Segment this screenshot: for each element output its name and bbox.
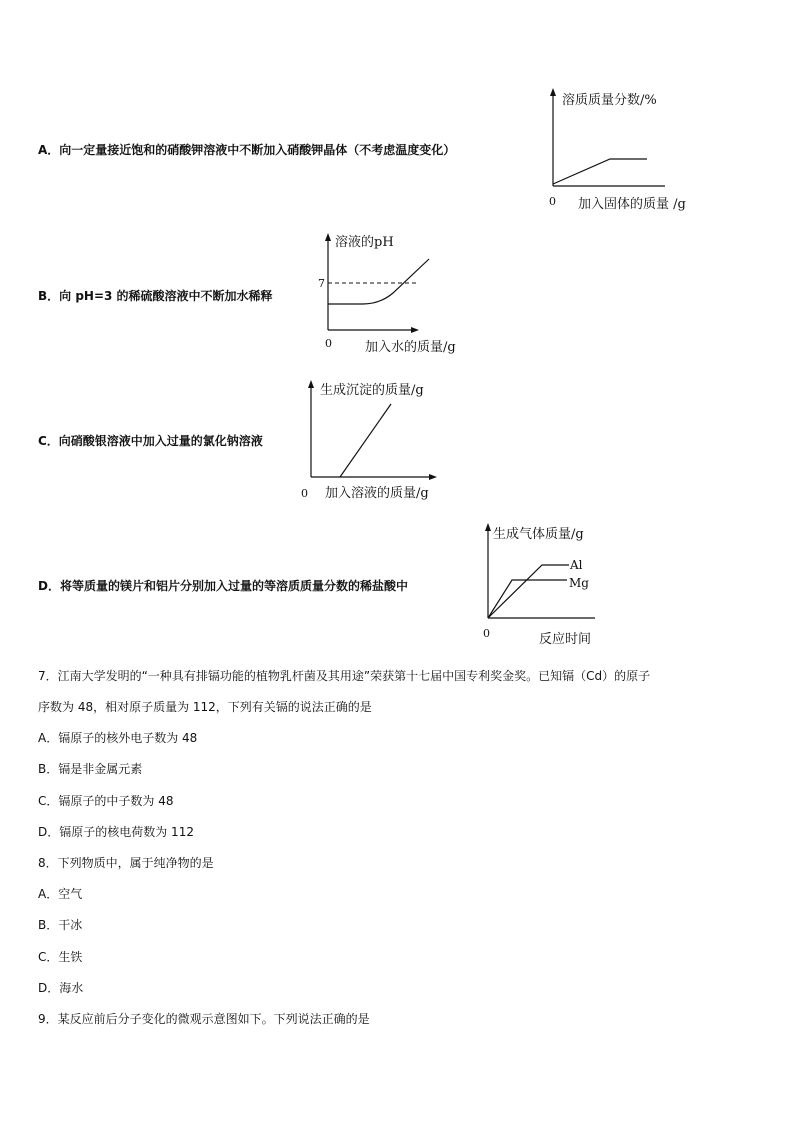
graph-d-y-arrow	[485, 523, 491, 531]
graph-b	[315, 230, 480, 358]
graph-d-ylabel: 生成气体质量/g	[493, 527, 584, 542]
graph-b-x-arrow	[411, 327, 419, 333]
graph-b-y-arrow	[325, 233, 331, 241]
q9-stem: 9．某反应前后分子变化的微观示意图如下。下列说法正确的是	[38, 1012, 370, 1026]
graph-c-xlabel: 加入溶液的质量/g	[325, 486, 429, 501]
q7-option-d: D．镉原子的核电荷数为 112	[38, 825, 194, 839]
graph-b-ref-tick: 7	[318, 277, 325, 290]
graph-d-origin: 0	[483, 627, 490, 640]
q8-option-a: A．空气	[38, 887, 83, 901]
graph-d-label-al: Al	[570, 558, 583, 572]
graph-b-curve	[328, 259, 429, 304]
q8-option-b: B．干冰	[38, 918, 83, 932]
graph-d-label-mg: Mg	[569, 576, 589, 590]
graph-c-y-arrow	[308, 380, 314, 388]
graph-a	[540, 86, 710, 216]
graph-a-y-arrow	[550, 88, 556, 96]
graph-d-xlabel: 反应时间	[539, 632, 592, 647]
graph-c	[298, 377, 458, 505]
graph-d	[475, 520, 625, 650]
option-a-text: A．向一定量接近饱和的硝酸钾溶液中不断加入硝酸钾晶体（不考虑温度变化）	[38, 143, 456, 157]
q7-stem-line2: 序数为 48，相对原子质量为 112，下列有关镉的说法正确的是	[38, 700, 372, 714]
graph-b-origin: 0	[325, 337, 332, 350]
graph-a-origin: 0	[549, 195, 556, 208]
q7-stem-line1: 7．江南大学发明的“一种具有排镉功能的植物乳杆菌及其用途”荣获第十七届中国专利奖金奖。已知镉（Cd）的原子	[38, 669, 651, 683]
graph-b-xlabel: 加入水的质量/g	[365, 340, 456, 355]
graph-d-series-mg	[488, 580, 567, 618]
q7-option-c: C．镉原子的中子数为 48	[38, 794, 174, 808]
option-d-text: D．将等质量的镁片和铝片分别加入过量的等溶质质量分数的稀盐酸中	[38, 579, 408, 593]
option-c-text: C．向硝酸银溶液中加入过量的氯化钠溶液	[38, 434, 263, 448]
q8-stem: 8．下列物质中，属于纯净物的是	[38, 856, 214, 870]
q8-option-d: D．海水	[38, 981, 84, 995]
q7-option-b: B．镉是非金属元素	[38, 762, 143, 776]
graph-d-series-al	[488, 565, 569, 618]
graph-a-xlabel: 加入固体的质量 /g	[578, 197, 686, 212]
option-b-text: B．向 pH=3 的稀硫酸溶液中不断加水稀释	[38, 289, 273, 303]
graph-a-curve	[553, 159, 647, 184]
graph-b-ylabel: 溶液的pH	[335, 235, 394, 250]
q8-option-c: C．生铁	[38, 950, 83, 964]
graph-c-x-arrow	[429, 474, 437, 480]
graph-c-origin: 0	[301, 487, 308, 500]
graph-c-ylabel: 生成沉淀的质量/g	[320, 383, 424, 398]
q7-option-a: A．镉原子的核外电子数为 48	[38, 731, 198, 745]
graph-a-ylabel: 溶质质量分数/%	[562, 93, 657, 108]
graph-c-curve	[340, 404, 391, 477]
